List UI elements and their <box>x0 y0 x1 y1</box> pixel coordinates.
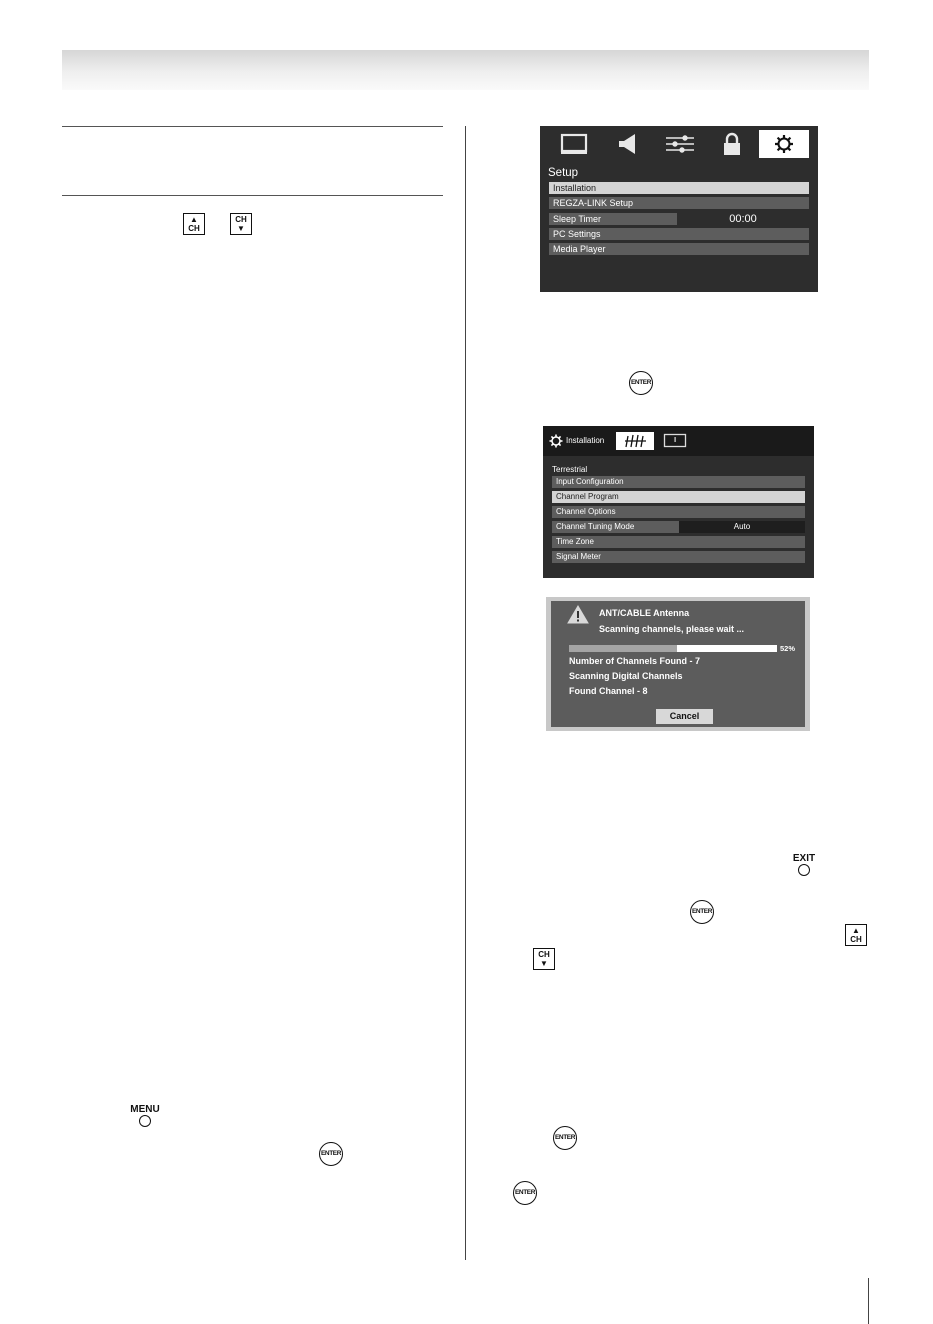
enter-key-icon: ENTER <box>690 900 714 924</box>
preferences-icon[interactable] <box>655 130 705 158</box>
enter-key-icon: ENTER <box>513 1181 537 1205</box>
scan-status: Scanning channels, please wait ... <box>599 624 745 634</box>
menu-item-pc-settings[interactable]: PC Settings <box>549 228 809 240</box>
tab-installation[interactable] <box>549 433 611 449</box>
installation-menu-screen <box>543 426 814 578</box>
channels-found-line: Number of Channels Found - 7 <box>569 656 701 666</box>
input-tab-icon[interactable] <box>663 433 687 448</box>
scan-progress-bar <box>569 645 777 652</box>
ch-up-key-icon: ▲ CH <box>183 213 205 235</box>
section-label: Terrestrial <box>552 465 588 474</box>
menu-item-channel-program[interactable]: Channel Program <box>552 491 805 503</box>
section-divider-top <box>62 126 443 127</box>
ch-down-key-icon: CH ▼ <box>230 213 252 235</box>
found-channel-line: Found Channel - 8 <box>569 686 648 696</box>
menu-icon-bar <box>540 126 818 162</box>
sleep-timer-value: 00:00 <box>677 213 809 225</box>
installation-tab-bar <box>543 426 814 456</box>
menu-item-sleep-timer[interactable]: Sleep Timer <box>549 213 809 225</box>
setup-icon[interactable] <box>759 130 809 158</box>
scan-progress-fill <box>569 645 677 652</box>
scan-progress-label: 52% <box>780 644 796 653</box>
section-divider-bottom <box>62 195 443 196</box>
enter-key-icon: ENTER <box>553 1126 577 1150</box>
enter-key-icon: ENTER <box>319 1142 343 1166</box>
scan-source: ANT/CABLE Antenna <box>599 608 690 618</box>
warning-icon <box>567 605 589 624</box>
channel-scan-dialog <box>546 597 810 731</box>
lock-icon[interactable] <box>707 130 757 158</box>
menu-item-time-zone[interactable]: Time Zone <box>552 536 805 548</box>
setup-menu-screen <box>540 126 818 292</box>
setup-icon <box>549 434 563 448</box>
ch-down-key-icon: CH ▼ <box>533 948 555 970</box>
page-header-bar <box>62 50 869 90</box>
menu-key-icon: MENU <box>125 1104 165 1127</box>
column-divider <box>465 126 466 1260</box>
enter-key-icon: ENTER <box>629 371 653 395</box>
channel-tuning-mode-value: Auto <box>679 521 805 533</box>
picture-icon[interactable] <box>549 130 599 158</box>
menu-item-channel-options[interactable]: Channel Options <box>552 506 805 518</box>
sound-icon[interactable] <box>602 130 652 158</box>
menu-item-media-player[interactable]: Media Player <box>549 243 809 255</box>
page-edge-line <box>868 1278 869 1324</box>
menu-item-channel-tuning-mode[interactable]: Channel Tuning Mode <box>552 521 805 533</box>
exit-key-icon: EXIT <box>784 853 824 876</box>
menu-item-installation[interactable]: Installation <box>549 182 809 194</box>
menu-item-signal-meter[interactable]: Signal Meter <box>552 551 805 563</box>
screen-title: Setup <box>548 167 579 179</box>
scanning-digital-line: Scanning Digital Channels <box>569 671 683 681</box>
menu-item-input-configuration[interactable]: Input Configuration <box>552 476 805 488</box>
ch-up-key-icon: ▲ CH <box>845 924 867 946</box>
tab-installation-label: Installation <box>566 436 605 445</box>
cancel-button[interactable]: Cancel <box>656 709 713 724</box>
antenna-tab-icon[interactable] <box>616 432 654 450</box>
menu-item-regza-link-setup[interactable]: REGZA-LINK Setup <box>549 197 809 209</box>
